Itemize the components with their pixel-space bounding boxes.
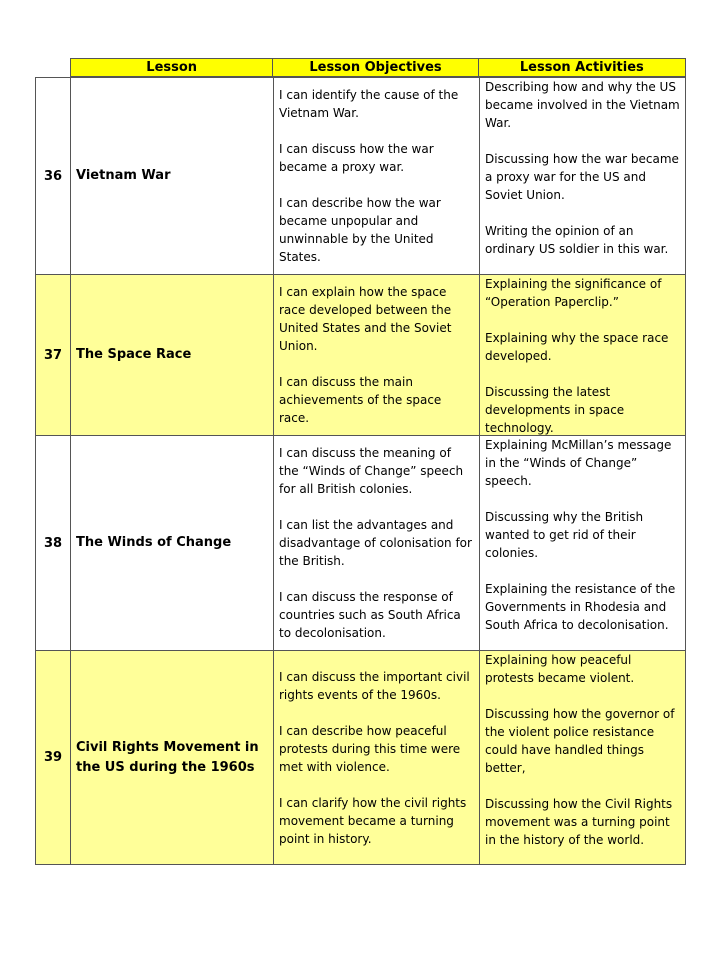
objective: I can discuss the main achievements of the space race. <box>279 375 442 425</box>
lesson-activities <box>479 275 686 435</box>
lesson-objectives <box>273 275 479 435</box>
lesson-title: Vietnam War <box>70 78 273 274</box>
objective: I can describe how peaceful protests during this time were met with violence. <box>279 723 461 774</box>
objective: I can explain how the space race developed between the United States and the Soviet Union. <box>279 285 452 353</box>
lesson-title: The Winds of Change <box>70 436 273 650</box>
table-row <box>35 77 686 274</box>
activity: Explaining how peaceful protests became violent. <box>485 653 635 685</box>
table-header <box>70 58 686 77</box>
lesson-activities <box>479 436 686 650</box>
activity: Explaining why the space race developed. <box>485 331 669 363</box>
lesson-title: The Space Race <box>70 275 273 435</box>
objective: I can discuss the response of countries such as South Africa to decolonisation. <box>279 590 461 640</box>
lesson-number: 36 <box>35 78 70 274</box>
header-activities: Lesson Activities <box>519 60 644 75</box>
objective: I can discuss how the war became a proxy war. <box>279 142 434 174</box>
objective: I can list the advantages and disadvantage of colonisation for the British. <box>279 518 472 568</box>
activity: Explaining McMillan’s message in the “Winds of Change” speech. <box>485 438 672 488</box>
table-row <box>35 274 686 435</box>
activity: Explaining the significance of “Operation Paperclip.” <box>485 277 662 309</box>
header-objectives: Lesson Objectives <box>273 59 478 76</box>
lesson-objectives <box>273 78 479 274</box>
lesson-number: 37 <box>35 275 70 435</box>
activity: Discussing how the war became a proxy war for the US and Soviet Union. <box>485 152 679 202</box>
objective: I can discuss the important civil rights events of the 1960s. <box>279 669 470 702</box>
header-lesson: Lesson <box>71 59 273 76</box>
activity: Discussing why the British wanted to get rid of their colonies. <box>485 510 644 560</box>
objective: I can discuss the meaning of the “Winds of Change” speech for all British colonies. <box>279 446 464 496</box>
lesson-objectives <box>273 651 479 864</box>
activity: Describing how and why the US became involved in the Vietnam War. <box>485 80 680 130</box>
lesson-activities <box>479 651 686 864</box>
activity: Discussing how the Civil Rights movement was a turning point in the history of the world. <box>485 797 673 847</box>
lesson-title: Civil Rights Movement in the US during the 1960s <box>70 651 273 864</box>
activity: Explaining the resistance of the Governments in Rhodesia and South Africa to decolonisation. <box>485 582 676 632</box>
lesson-activities <box>479 78 686 274</box>
activity: Discussing how the governor of the violent police resistance could have handled things better, <box>485 707 675 775</box>
objective: I can describe how the war became unpopular and unwinnable by the United States. <box>279 196 441 264</box>
objective: I can clarify how the civil rights movement became a turning point in history. <box>279 795 467 846</box>
lesson-number: 39 <box>35 651 70 864</box>
table-row <box>35 650 686 865</box>
activity: Discussing the latest developments in space technology. <box>485 385 625 435</box>
lesson-objectives <box>273 436 479 650</box>
lesson-number: 38 <box>35 436 70 650</box>
activity: Writing the opinion of an ordinary US soldier in this war. <box>485 224 669 256</box>
table-row <box>35 435 686 650</box>
objective: I can identify the cause of the Vietnam War. <box>279 88 459 120</box>
